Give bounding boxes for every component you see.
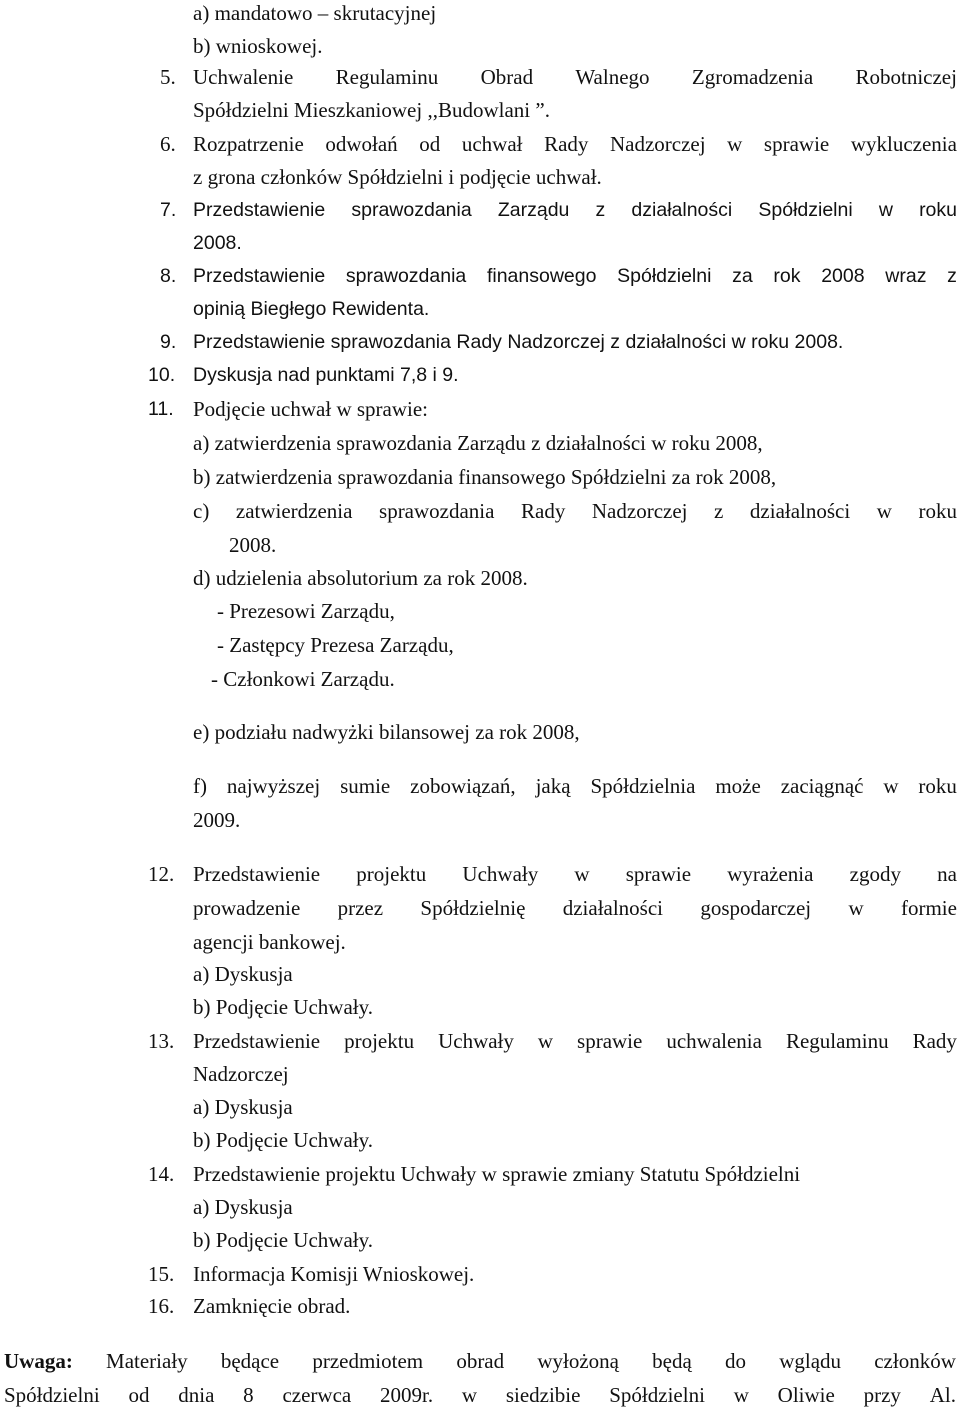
item-13-option-a: a) Dyskusja bbox=[193, 1095, 293, 1119]
word: prowadzenie bbox=[193, 896, 301, 920]
word: Spółdzielni bbox=[617, 265, 712, 287]
item-number: 13. bbox=[148, 1029, 175, 1053]
item-13-text-cont: Nadzorczej bbox=[193, 1062, 289, 1086]
item-14-text: Przedstawienie projektu Uchwały w sprawie zmiany Statutu Spółdzielni bbox=[193, 1162, 801, 1186]
word: Spółdzielnia bbox=[590, 774, 696, 798]
word: sumie bbox=[340, 774, 391, 798]
word: c) bbox=[193, 499, 210, 523]
item-11-option-f bbox=[193, 773, 957, 799]
word: sprawozdania bbox=[351, 199, 472, 221]
word: f) bbox=[193, 774, 207, 798]
item-11-option-f-cont: 2009. bbox=[193, 808, 241, 832]
word: z bbox=[595, 199, 606, 221]
item-7-text bbox=[193, 197, 957, 223]
word: Przedstawienie bbox=[193, 265, 326, 287]
item-11-dash-2: - Zastępcy Prezesa Zarządu, bbox=[217, 633, 454, 657]
word: dnia bbox=[178, 1383, 215, 1407]
item-number: 16. bbox=[148, 1294, 175, 1318]
item-12-option-a: a) Dyskusja bbox=[193, 962, 293, 986]
word: projektu bbox=[344, 1029, 415, 1053]
word: czerwca bbox=[282, 1383, 352, 1407]
word: Spółdzielni bbox=[609, 1383, 705, 1407]
item-12-text-end: agencji bankowej. bbox=[193, 930, 346, 954]
word: Przedstawienie bbox=[193, 862, 321, 886]
item-6-text-cont: z grona członków Spółdzielni i podjęcie uchwał. bbox=[193, 165, 602, 189]
word: od bbox=[419, 132, 441, 156]
word: zobowiązań, bbox=[410, 774, 516, 798]
word: w bbox=[848, 896, 864, 920]
word: wglądu bbox=[779, 1349, 842, 1373]
item-number: 11. bbox=[148, 398, 174, 420]
item-12-text-cont bbox=[193, 895, 957, 921]
item-6-text bbox=[193, 131, 957, 157]
item-number: 7. bbox=[160, 199, 177, 221]
word: Przedstawienie bbox=[193, 199, 326, 221]
item-11-option-e: e) podziału nadwyżki bilansowej za rok 2008, bbox=[193, 720, 580, 744]
word: Uchwały bbox=[438, 1029, 514, 1053]
word: 8 bbox=[243, 1383, 254, 1407]
word: sprawie bbox=[625, 862, 692, 886]
item-number: 5. bbox=[160, 65, 176, 89]
word: Rady bbox=[912, 1029, 957, 1053]
item-15-text: Informacja Komisji Wnioskowej. bbox=[193, 1262, 475, 1286]
word: Zarządu bbox=[497, 199, 570, 221]
item-5-text bbox=[193, 64, 957, 90]
word: w bbox=[883, 774, 899, 798]
item-13-option-b: b) Podjęcie Uchwały. bbox=[193, 1128, 373, 1152]
item-11-text: Podjęcie uchwał w sprawie: bbox=[193, 397, 429, 421]
item-9-text: Przedstawienie sprawozdania Rady Nadzorczej z działalności w roku 2008. bbox=[193, 331, 844, 353]
word: Uchwalenie bbox=[193, 65, 294, 89]
word: Regulaminu bbox=[785, 1029, 889, 1053]
word: z bbox=[714, 499, 724, 523]
word: Materiały bbox=[106, 1349, 188, 1373]
word: w bbox=[876, 499, 892, 523]
word: sprawozdania bbox=[345, 265, 467, 287]
word: zgody bbox=[849, 862, 901, 886]
word: działalności bbox=[631, 199, 733, 221]
item-11-option-c-cont: 2008. bbox=[229, 533, 277, 557]
word: Spółdzielni bbox=[758, 199, 853, 221]
item-11-option-b: b) zatwierdzenia sprawozdania finansowego Spółdzielni za rok 2008, bbox=[193, 465, 777, 489]
word: Robotniczej bbox=[855, 65, 957, 89]
item-14-option-b: b) Podjęcie Uchwały. bbox=[193, 1228, 373, 1252]
word: sprawie bbox=[763, 132, 830, 156]
word: Al. bbox=[929, 1383, 956, 1407]
word: Zgromadzenia bbox=[691, 65, 814, 89]
item-11-option-d: d) udzielenia absolutorium za rok 2008. bbox=[193, 566, 528, 590]
word: uchwał bbox=[461, 132, 523, 156]
item-number: 9. bbox=[160, 331, 177, 353]
word: w bbox=[461, 1383, 478, 1407]
item-8-text bbox=[193, 263, 957, 289]
item-12-text bbox=[193, 861, 957, 887]
item-number: 15. bbox=[148, 1262, 175, 1286]
word: wykluczenia bbox=[850, 132, 957, 156]
item-11-option-c bbox=[193, 498, 957, 524]
word: Rozpatrzenie bbox=[193, 132, 304, 156]
word: członków bbox=[874, 1349, 956, 1373]
word: działalności bbox=[562, 896, 664, 920]
word: siedzibie bbox=[505, 1383, 581, 1407]
word: będą bbox=[652, 1349, 692, 1373]
word: od bbox=[128, 1383, 150, 1407]
item-number: 10. bbox=[148, 364, 176, 386]
word: w bbox=[537, 1029, 554, 1053]
word: przez bbox=[337, 896, 384, 920]
word: przy bbox=[863, 1383, 901, 1407]
word: do bbox=[725, 1349, 747, 1373]
item-7-text-cont: 2008. bbox=[193, 232, 242, 254]
word: 2008 bbox=[821, 265, 865, 287]
word: gospodarczej bbox=[700, 896, 812, 920]
word: Nadzorczej bbox=[591, 499, 688, 523]
word: wyrażenia bbox=[727, 862, 814, 886]
word: może bbox=[715, 774, 761, 798]
word: sprawie bbox=[577, 1029, 643, 1053]
word: Spółdzielni bbox=[4, 1383, 100, 1407]
word: w bbox=[878, 199, 893, 221]
word: w bbox=[727, 132, 743, 156]
word: w bbox=[574, 862, 590, 886]
word: za bbox=[732, 265, 753, 287]
note-line-2 bbox=[4, 1382, 956, 1408]
word: zatwierdzenia bbox=[235, 499, 353, 523]
word: Rady bbox=[521, 499, 566, 523]
item-11-option-a: a) zatwierdzenia sprawozdania Zarządu z działalności w roku 2008, bbox=[193, 431, 763, 455]
word: sprawozdania bbox=[379, 499, 495, 523]
word: 2009r. bbox=[380, 1383, 434, 1407]
word: na bbox=[937, 862, 957, 886]
word: uchwalenia bbox=[666, 1029, 762, 1053]
word: działalności bbox=[749, 499, 851, 523]
item-number: 8. bbox=[160, 265, 177, 287]
word: finansowego bbox=[486, 265, 597, 287]
item-11-dash-1: - Prezesowi Zarządu, bbox=[217, 599, 395, 623]
item-13-text bbox=[193, 1028, 957, 1054]
option-a-mandatowo: a) mandatowo – skrutacyjnej bbox=[193, 1, 437, 25]
word: jaką bbox=[535, 774, 571, 798]
item-10-text: Dyskusja nad punktami 7,8 i 9. bbox=[193, 364, 459, 386]
word: projektu bbox=[356, 862, 427, 886]
word: Oliwie bbox=[777, 1383, 835, 1407]
item-16-text: Zamknięcie obrad. bbox=[193, 1294, 351, 1318]
word: w bbox=[733, 1383, 749, 1407]
word: Walnego bbox=[575, 65, 650, 89]
word: Spółdzielnię bbox=[420, 896, 526, 920]
word: roku bbox=[918, 774, 957, 798]
word: odwołań bbox=[325, 132, 398, 156]
item-14-option-a: a) Dyskusja bbox=[193, 1195, 293, 1219]
option-b-wnioskowej: b) wnioskowej. bbox=[193, 34, 323, 58]
item-5-text-cont: Spółdzielni Mieszkaniowej ,,Budowlani ”. bbox=[193, 98, 550, 122]
word: zaciągnąć bbox=[780, 774, 864, 798]
word: obrad bbox=[456, 1349, 505, 1373]
word: roku bbox=[918, 499, 957, 523]
item-number: 6. bbox=[160, 132, 176, 156]
word: przedmiotem bbox=[312, 1349, 424, 1373]
note-line-1 bbox=[4, 1348, 956, 1374]
word: z bbox=[947, 265, 957, 287]
item-number: 14. bbox=[148, 1162, 175, 1186]
item-11-dash-3: - Członkowi Zarządu. bbox=[211, 667, 395, 691]
word: Regulaminu bbox=[335, 65, 439, 89]
word: Rady bbox=[544, 132, 589, 156]
note-label: Uwaga: bbox=[4, 1349, 73, 1373]
word: wyłożoną bbox=[537, 1349, 619, 1373]
word: wraz bbox=[885, 265, 927, 287]
word: Uchwały bbox=[462, 862, 539, 886]
word: roku bbox=[919, 199, 957, 221]
word: rok bbox=[773, 265, 801, 287]
word: Przedstawienie bbox=[193, 1029, 321, 1053]
item-8-text-cont: opinią Biegłego Rewidenta. bbox=[193, 298, 430, 320]
word: Nadzorczej bbox=[609, 132, 706, 156]
word: będące bbox=[220, 1349, 280, 1373]
word: najwyższej bbox=[226, 774, 321, 798]
item-number: 12. bbox=[148, 862, 175, 886]
word: formie bbox=[900, 896, 957, 920]
word: Obrad bbox=[480, 65, 534, 89]
item-12-option-b: b) Podjęcie Uchwały. bbox=[193, 995, 373, 1019]
